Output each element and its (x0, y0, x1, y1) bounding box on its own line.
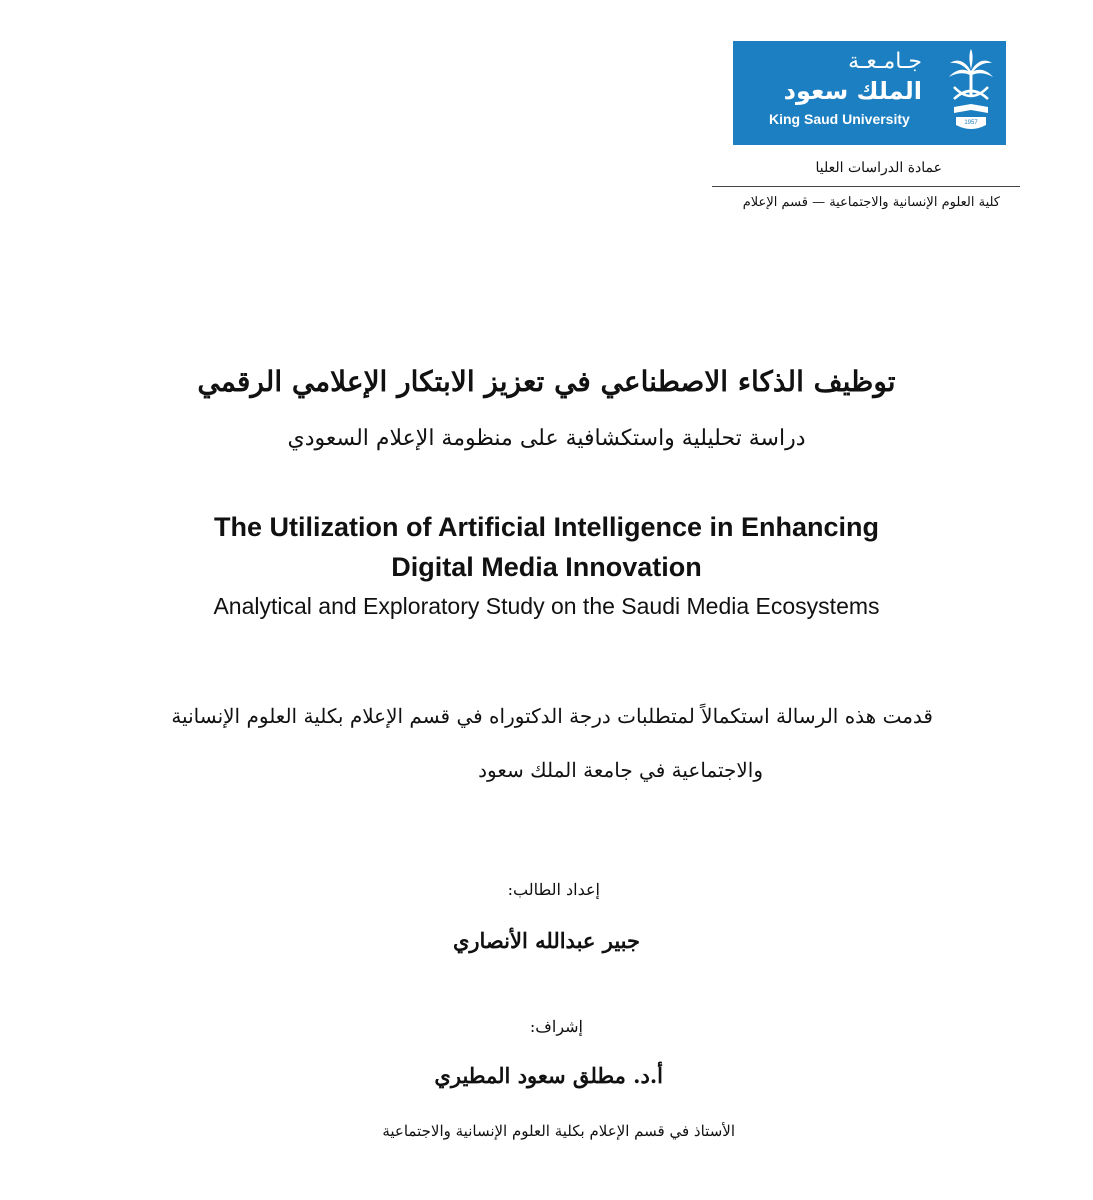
logo-english-name: King Saud University (769, 111, 910, 127)
supervisor-title: الأستاذ في قسم الإعلام بكلية العلوم الإنسانية والاجتماعية (382, 1122, 735, 1140)
supervision-label: إشراف: (529, 1017, 583, 1036)
submission-statement-line1: قدمت هذه الرسالة استكمالاً لمتطلبات درجة الدكتوراه في قسم الإعلام بكلية العلوم الإنسانية (171, 704, 933, 728)
submission-statement-line2: والاجتماعية في جامعة الملك سعود (478, 758, 763, 782)
palm-and-swords-emblem-icon (946, 49, 996, 137)
logo-year: 1957 (964, 120, 978, 126)
header-divider (712, 186, 1020, 187)
thesis-title-english-line1: The Utilization of Artificial Intelligence in Enhancing (213, 512, 880, 542)
prepared-by-label: إعداد الطالب: (507, 880, 600, 899)
college-and-department: كلية العلوم الإنسانية والاجتماعية — قسم الإعلام (742, 195, 1000, 210)
student-name: جبير عبدالله الأنصاري (452, 928, 640, 953)
supervisor-name: أ.د. مطلق سعود المطيري (434, 1063, 663, 1088)
logo-arabic-jamiah: جـامـعـة (848, 49, 922, 74)
king-saud-university-logo (733, 41, 1006, 145)
thesis-title-arabic: توظيف الذكاء الاصطناعي في تعزيز الابتكار الإعلامي الرقمي (197, 365, 896, 398)
deanship-of-graduate-studies: عمادة الدراسات العليا (815, 160, 942, 176)
logo-arabic-malik-saud: الملك سعود (783, 77, 922, 105)
thesis-title-english-line2: Digital Media Innovation (391, 552, 702, 582)
thesis-subtitle-english: Analytical and Exploratory Study on the Saudi Media Ecosystems (213, 593, 880, 619)
thesis-subtitle-arabic: دراسة تحليلية واستكشافية على منظومة الإعلام السعودي (287, 426, 806, 451)
